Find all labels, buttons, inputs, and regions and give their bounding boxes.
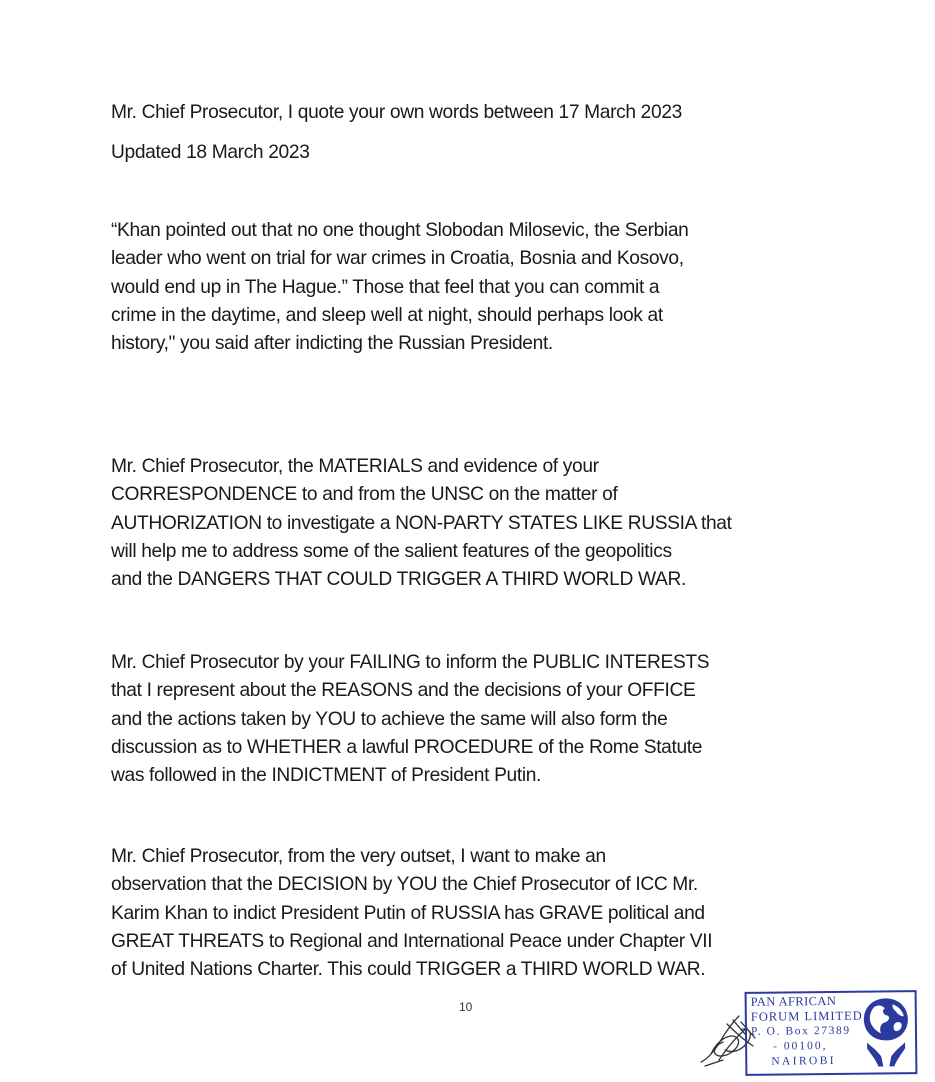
stamp-line: NAIROBI <box>771 1054 837 1068</box>
paragraph-line: was followed in the INDICTMENT of President Putin. <box>111 765 542 787</box>
paragraph-line: “Khan pointed out that no one thought Slobodan Milosevic, the Serbian <box>111 220 689 241</box>
paragraph-line: Mr. Chief Prosecutor, the MATERIALS and evidence of your <box>111 456 599 477</box>
paragraph-line: history," you said after indicting the Russian President. <box>111 333 553 355</box>
paragraph-line: will help me to address some of the salient features of the geopolitics <box>111 540 672 562</box>
company-stamp <box>745 990 918 1076</box>
paragraph-decision <box>111 843 851 984</box>
paragraph-line: crime in the daytime, and sleep well at night, should perhaps look at <box>111 304 663 326</box>
paragraph-line: Mr. Chief Prosecutor, from the very outset, I want to make an <box>111 846 606 867</box>
stamp-text <box>751 994 864 1070</box>
updated-date: Updated 18 March 2023 <box>111 142 310 163</box>
paragraph-line: of United Nations Charter. This could TRIGGER a THIRD WORLD WAR. <box>111 959 706 981</box>
paragraph-line: CORRESPONDENCE to and from the UNSC on the matter of <box>111 484 618 506</box>
paragraph-line: and the DANGERS THAT COULD TRIGGER A THIRD WORLD WAR. <box>111 569 686 591</box>
stamp-line: PAN AFRICAN <box>750 993 837 1009</box>
paragraph-line: would end up in The Hague.” Those that feel that you can commit a <box>111 276 660 298</box>
stamp-line: P. O. Box 27389 <box>750 1024 851 1038</box>
stamp-line: - 00100, <box>773 1040 828 1053</box>
paragraph-line: Karim Khan to indict President Putin of RUSSIA has GRAVE political and <box>111 902 705 924</box>
paragraph-line: observation that the DECISION by YOU the Chief Prosecutor of ICC Mr. <box>111 874 698 896</box>
paragraph-line: GREAT THREATS to Regional and International Peace under Chapter VII <box>111 930 713 952</box>
paragraph-materials <box>111 453 851 594</box>
paragraph-line: and the actions taken by YOU to achieve the same will also form the <box>111 708 668 730</box>
paragraph-failing <box>111 649 851 790</box>
globe-with-hands-icon <box>861 996 912 1069</box>
paragraph-line: discussion as to WHETHER a lawful PROCEDURE of the Rome Statute <box>111 736 703 758</box>
paragraph-line: that I represent about the REASONS and the decisions of your OFFICE <box>111 680 696 702</box>
stamp-line: FORUM LIMITED <box>750 1008 863 1024</box>
page-number: 10 <box>459 1000 473 1014</box>
paragraph-line: Mr. Chief Prosecutor by your FAILING to inform the PUBLIC INTERESTS <box>111 652 710 673</box>
paragraph-quote <box>111 217 851 358</box>
paragraph-line: leader who went on trial for war crimes in Croatia, Bosnia and Kosovo, <box>111 248 684 270</box>
header-line: Mr. Chief Prosecutor, I quote your own words between 17 March 2023 <box>111 102 682 123</box>
paragraph-line: AUTHORIZATION to investigate a NON-PARTY STATES LIKE RUSSIA that <box>111 512 732 534</box>
